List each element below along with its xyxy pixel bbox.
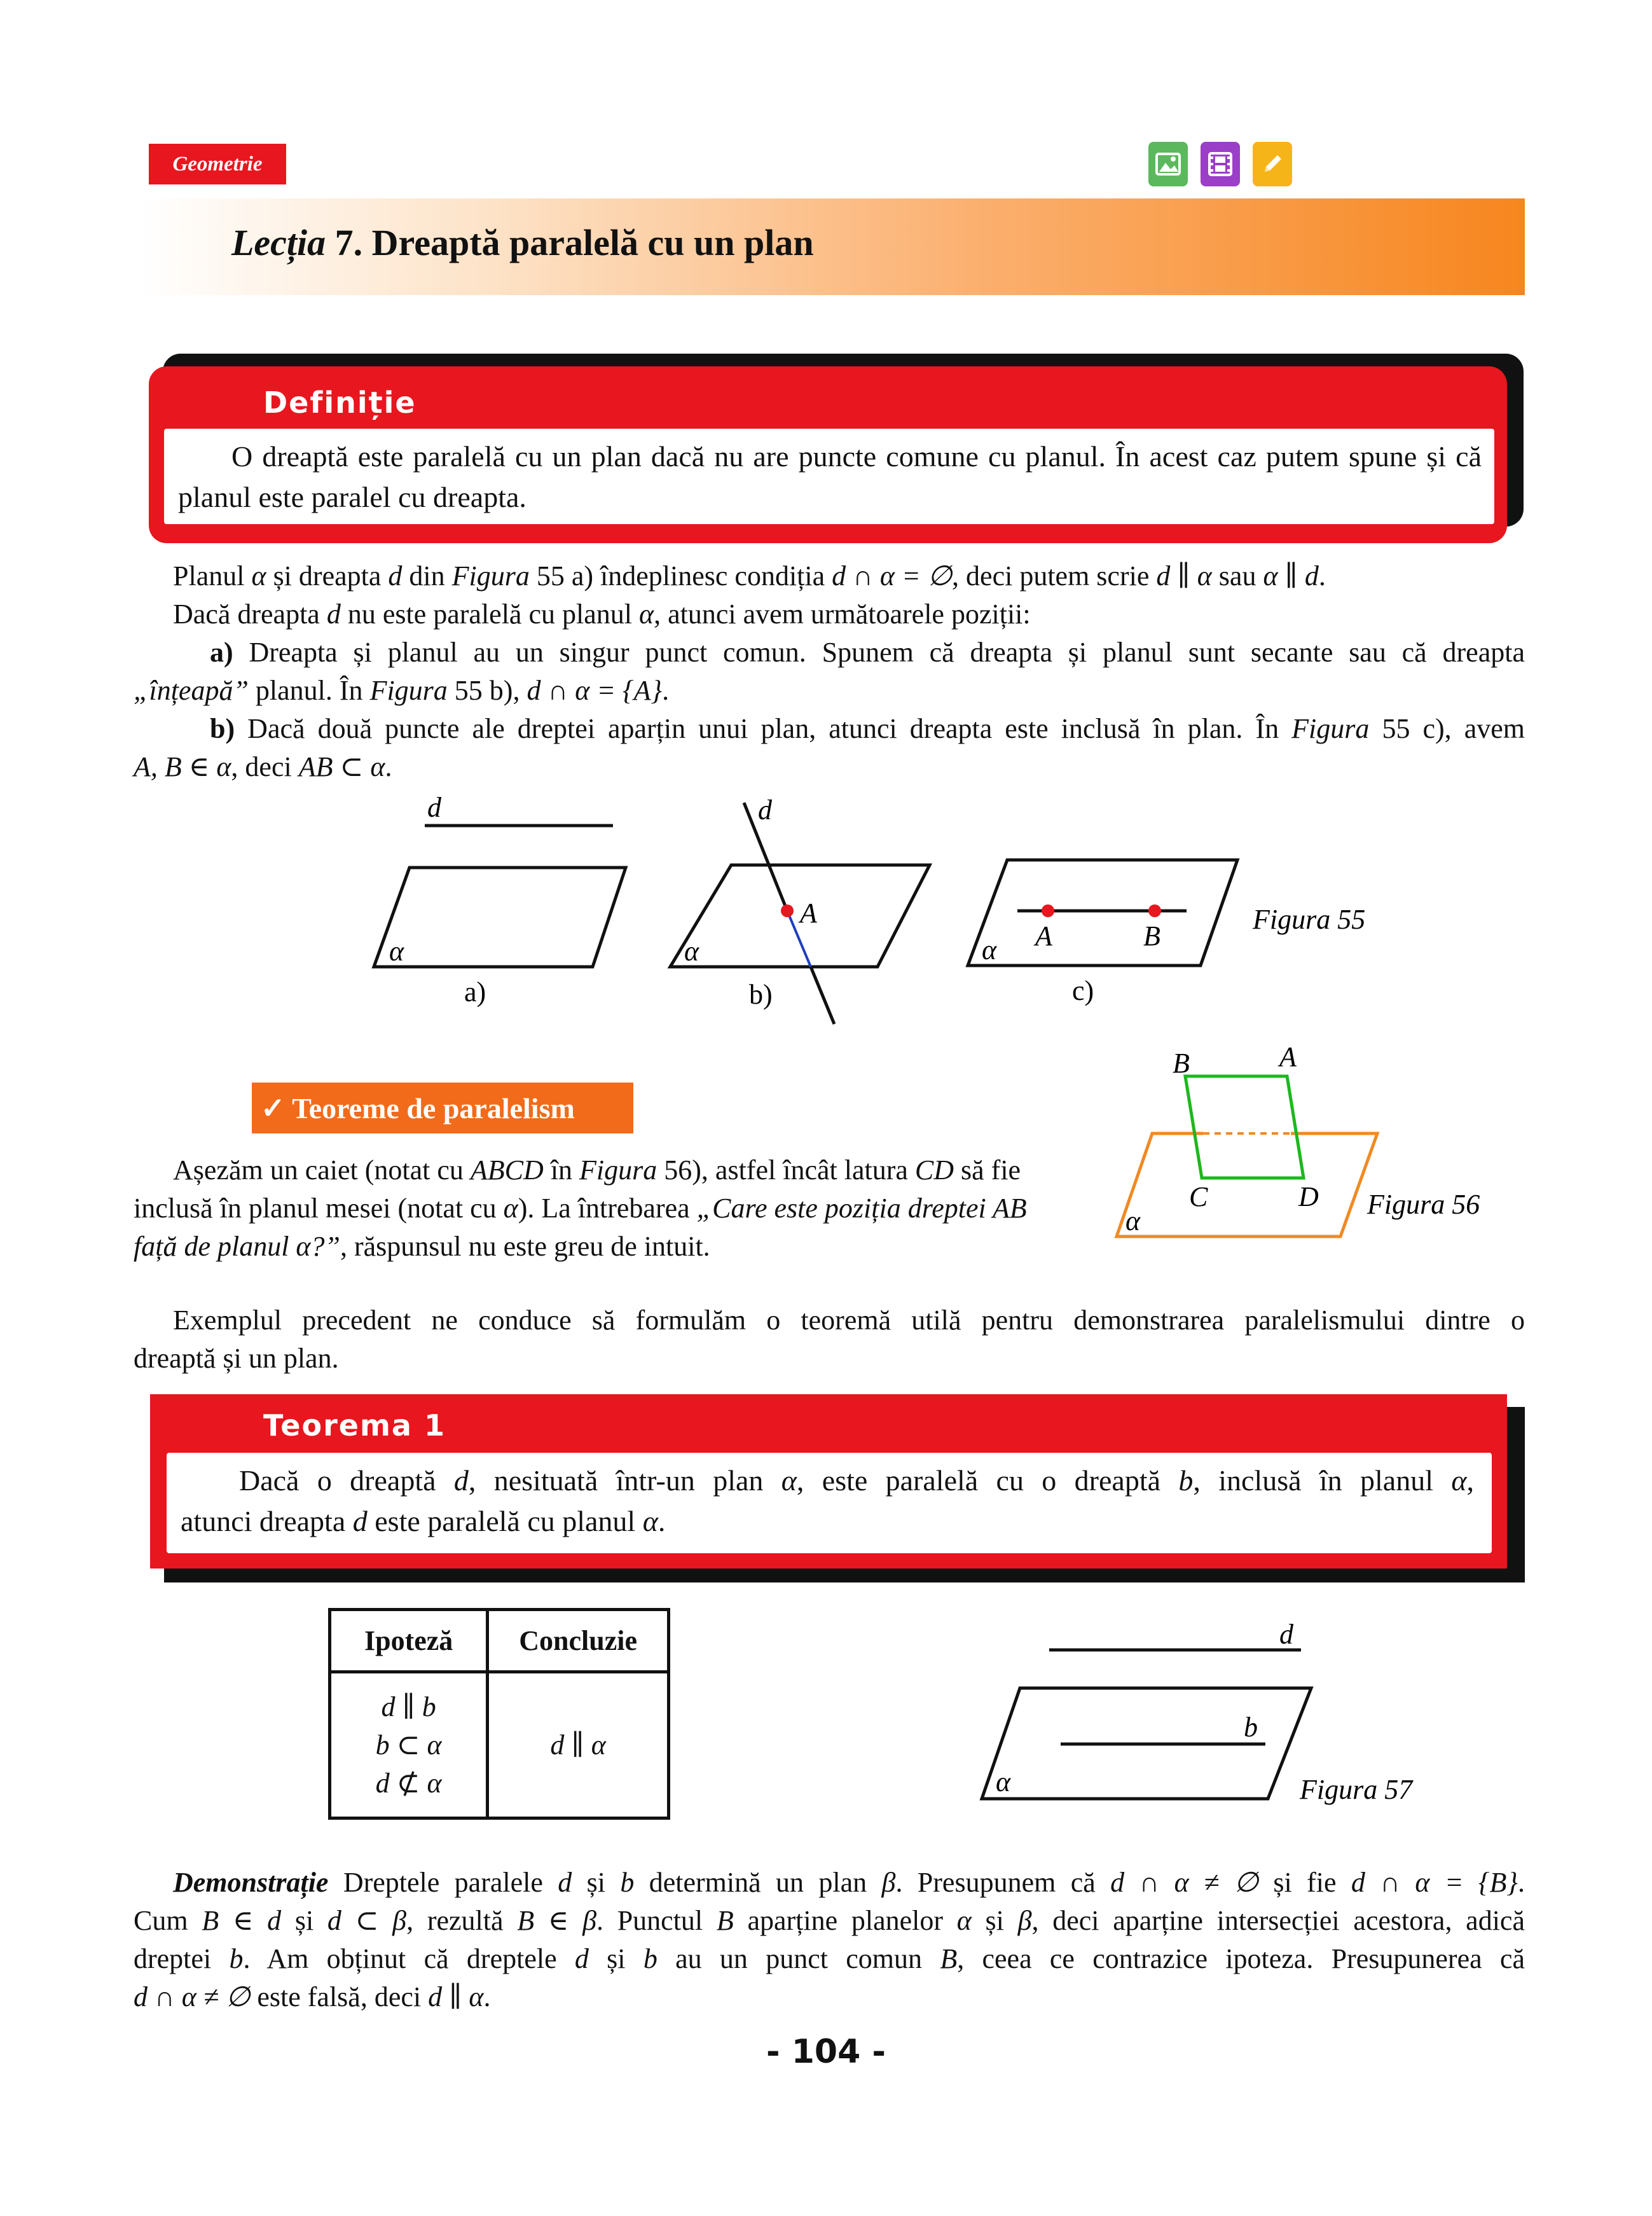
body1-item-b-line2: A, B ∈ α, deci AB ⊂ α. [134, 751, 392, 782]
label-A: A [1035, 920, 1052, 952]
figure-55c [968, 860, 1237, 1006]
label-B: B [1173, 1048, 1190, 1079]
notebook-ABCD [1185, 1076, 1304, 1178]
theorems-label: ✓ Teoreme de paralelism [252, 1083, 633, 1133]
table-header-hypothesis: Ipoteză [330, 1610, 488, 1672]
theorem1-line1: Dacă o dreaptă d, nesituată într-un plan α, este paralelă cu o dreaptă b, inclusă în planul α, [239, 1464, 1474, 1497]
lesson-title: Lecția 7. Dreaptă paralelă cu un plan [231, 222, 814, 263]
plane-alpha-c [968, 860, 1237, 966]
theorem1-line2: atunci dreapta d este paralelă cu planul α. [181, 1505, 666, 1537]
body1-item-a-line1: a) Dreapta și planul au un singur punct comun. Spunem că dreapta și planul sunt secante sau că dreapta [210, 637, 1525, 668]
body2-line2: inclusă în planul mesei (notat cu α). La întrebarea „Care este poziția dreptei AB [134, 1193, 1027, 1224]
label-alpha: α [982, 934, 997, 966]
body1-line1: Planul α și dreapta d din Figura 55 a) îndeplinesc condiția d ∩ α = ∅, deci putem scrie d ∥ α sau α ∥ d. [173, 560, 1326, 592]
table-header-conclusion: Concluzie [488, 1610, 669, 1672]
proof-line4: d ∩ α ≠ ∅ este falsă, deci d ∥ α. [134, 1981, 491, 2012]
line-d-lower [811, 967, 834, 1024]
pencil-icon[interactable] [1253, 142, 1292, 186]
point-A [1042, 904, 1054, 917]
body1-item-b-line1: b) Dacă două puncte ale dreptei aparțin unui plan, atunci dreapta este inclusă în plan. În Figura 55 c), avem [210, 713, 1525, 744]
figure-56 [0, 1030, 1652, 1253]
image-icon[interactable] [1148, 142, 1188, 186]
label-alpha: α [684, 936, 699, 967]
label-d: d [758, 794, 772, 826]
label-A: A [1279, 1041, 1297, 1072]
label-C: C [1189, 1181, 1208, 1212]
proof-line3: dreptei b. Am obținut că dreptele d și b au un punct comun B, ceea ce contrazice ipoteza. Presupunerea că [134, 1943, 1525, 1974]
label-B: B [1143, 920, 1160, 952]
body2-line3: față de planul α?”, răspunsul nu este greu de intuit. [134, 1231, 710, 1262]
label-alpha: α [389, 936, 404, 967]
table-plane-alpha [1117, 1133, 1377, 1236]
definition-title: Definiție [263, 385, 416, 420]
hypothesis-3: d ⊄ α [375, 1767, 442, 1799]
body1-line2: Dacă dreapta d nu este paralelă cu planul α, atunci avem următoarele poziții: [173, 599, 1031, 630]
hypothesis-2: b ⊂ α [375, 1729, 442, 1761]
figure-55b [670, 794, 930, 1024]
body3-line1: Exemplul precedent ne conduce să formulăm o teoremă utilă pentru demonstrarea paralelismului dintre o [173, 1305, 1525, 1336]
figure-55-caption: Figura 55 [1253, 904, 1366, 935]
label-c: c) [1072, 975, 1094, 1006]
label-a: a) [464, 976, 486, 1008]
label-b: b) [749, 979, 773, 1010]
label-b: b [1244, 1712, 1258, 1743]
label-D: D [1298, 1181, 1319, 1212]
body1-item-a-line2: „înțeapă” planul. În Figura 55 b), d ∩ α = {A}. [134, 675, 670, 706]
label-alpha: α [996, 1766, 1011, 1797]
point-B [1148, 904, 1161, 917]
table-conclusion-cell: d ∥ α [488, 1672, 669, 1818]
proof-line1: Demonstrație Dreptele paralele d și b determină un plan β. Presupunem că d ∩ α ≠ ∅ și fie d ∩ α = {B}. [173, 1867, 1525, 1898]
section-tag: Geometrie [149, 144, 286, 184]
film-icon[interactable] [1201, 142, 1240, 186]
body3-line2: dreaptă și un plan. [134, 1343, 339, 1374]
label-A: A [800, 897, 817, 929]
figure-57 [0, 1603, 1652, 1819]
theorem1-title: Teorema 1 [263, 1408, 446, 1443]
figure-56-caption: Figura 56 [1367, 1189, 1480, 1220]
body2-line1: Așezăm un caiet (notat cu ABCD în Figura 56), astfel încât latura CD să fie [173, 1154, 1021, 1186]
definition-text: O dreaptă este paralelă cu un plan dacă nu are puncte comune cu planul. În acest caz putem spune și că planul este paralel cu dreapta. [178, 440, 1482, 513]
label-d: d [1279, 1619, 1293, 1650]
hypothesis-1: d ∥ b [381, 1691, 436, 1722]
point-A [781, 904, 794, 917]
figure-55 [0, 782, 1652, 1037]
page-number: - 104 - [766, 2033, 886, 2071]
proof-line2: Cum B ∈ d și d ⊂ β, rezultă B ∈ β. Punctul B aparține planelor α și β, deci aparține intersecției acestora, adică [134, 1905, 1525, 1936]
label-alpha: α [1125, 1205, 1141, 1236]
label-d: d [427, 792, 441, 823]
figure-57-caption: Figura 57 [1300, 1774, 1413, 1805]
figure-55a [374, 792, 626, 1008]
plane-alpha-a [374, 868, 626, 967]
